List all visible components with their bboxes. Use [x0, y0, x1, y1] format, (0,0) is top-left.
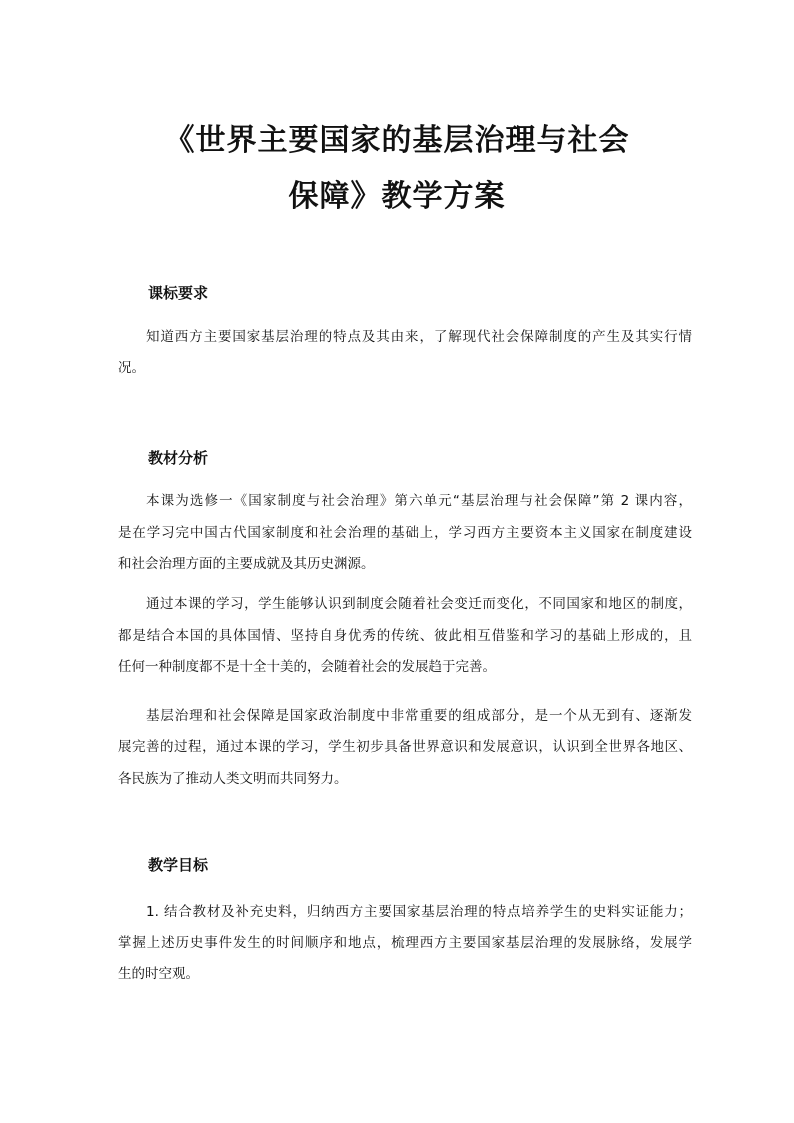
paragraph-line: 通过本课的学习，学生能够认识到制度会随着社会变迁而变化，不同国家和地区的制度， [146, 596, 692, 612]
paragraph-line: 是在学习完中国古代国家制度和社会治理的基础上，学习西方主要资本主义国家在制度建设 [118, 525, 692, 541]
section-heading-curriculum-requirements: 课标要求 [148, 284, 209, 302]
paragraph-line: 任何一种制度都不是十全十美的，会随着社会的发展趋于完善。 [118, 659, 496, 675]
paragraph-line: 生的时空观。 [118, 966, 199, 982]
paragraph-line: 本课为选修一《国家制度与社会治理》第六单元“基层治理与社会保障”第 2 课内容， [146, 493, 692, 509]
paragraph-line: 和社会治理方面的主要成就及其历史渊源。 [118, 556, 375, 572]
paragraph-line: 知道西方主要国家基层治理的特点及其由来，了解现代社会保障制度的产生及其实行情 [146, 329, 692, 345]
paragraph-line: 展完善的过程，通过本课的学习，学生初步具备世界意识和发展意识，认识到全世界各地区、 [118, 739, 692, 755]
document-title-line-1: 《世界主要国家的基层治理与社会 [164, 123, 630, 158]
paragraph-line: 各民族为了推动人类文明而共同努力。 [118, 771, 348, 787]
paragraph-line: 都是结合本国的具体国情、坚持自身优秀的传统、彼此相互借鉴和学习的基础上形成的，且 [118, 628, 692, 644]
paragraph-line: 1. 结合教材及补充史料，归纳西方主要国家基层治理的特点培养学生的史料实证能力； [146, 904, 692, 920]
section-heading-textbook-analysis: 教材分析 [148, 449, 209, 467]
section-heading-teaching-objectives: 教学目标 [148, 856, 209, 874]
paragraph-line: 基层治理和社会保障是国家政治制度中非常重要的组成部分，是一个从无到有、逐渐发 [146, 708, 692, 724]
paragraph-line: 掌握上述历史事件发生的时间顺序和地点，梳理西方主要国家基层治理的发展脉络，发展学 [118, 935, 692, 951]
paragraph-line: 况。 [118, 360, 145, 376]
document-title-line-2: 保障》教学方案 [288, 179, 506, 214]
